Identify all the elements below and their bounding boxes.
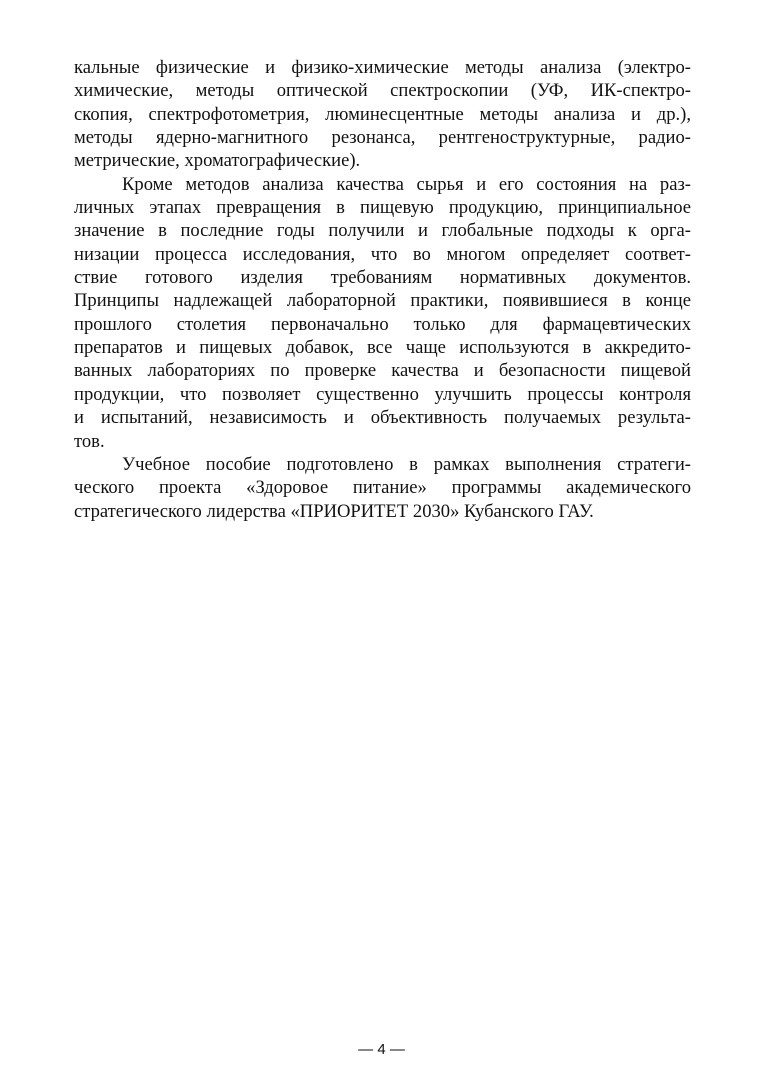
text-line: Кроме методов анализа качества сырья и его состояния на раз- [122,173,691,195]
paragraph-global-approaches [74,173,691,453]
text-line: ствие готового изделия требованиям нормативных документов. [74,267,691,289]
text-line: тов. [74,430,105,452]
text-line: прошлого столетия первоначально только для фармацевтических [74,313,691,335]
page-body [74,56,691,523]
paragraph-methods-continuation [74,56,691,173]
text-line: Учебное пособие подготовлено в рамках выполнения стратеги- [122,453,691,475]
text-line: стратегического лидерства «ПРИОРИТЕТ 2030» Кубанского ГАУ. [74,500,594,522]
text-line: скопия, спектрофотометрия, люминесцентные методы анализа и др.), [74,103,691,125]
text-line: низации процесса исследования, что во многом определяет соответ- [74,243,691,265]
text-line: и испытаний, независимость и объективность получаемых результа- [74,407,691,429]
text-line: Принципы надлежащей лабораторной практики, появившиеся в конце [74,290,691,312]
text-line: препаратов и пищевых добавок, все чаще используются в аккредито- [74,337,691,359]
text-line: кальные физические и физико-химические методы анализа (электро- [74,57,691,78]
text-line: продукции, что позволяет существенно улучшить процессы контроля [74,383,691,405]
text-line: ванных лабораториях по проверке качества и безопасности пищевой [74,360,691,382]
page-number: — 4 — [358,1041,405,1058]
text-line: метрические, хроматографические). [74,150,361,172]
text-line: личных этапах превращения в пищевую продукцию, принципиальное [74,197,691,219]
text-line: значение в последние годы получили и глобальные подходы к орга- [74,220,691,242]
text-line: химические, методы оптической спектроскопии (УФ, ИК-спектро- [74,80,691,102]
text-line: ческого проекта «Здоровое питание» программы академического [74,477,691,499]
paragraph-project-note [74,453,691,523]
text-line: методы ядерно-магнитного резонанса, рентгеноструктурные, радио- [74,127,691,149]
